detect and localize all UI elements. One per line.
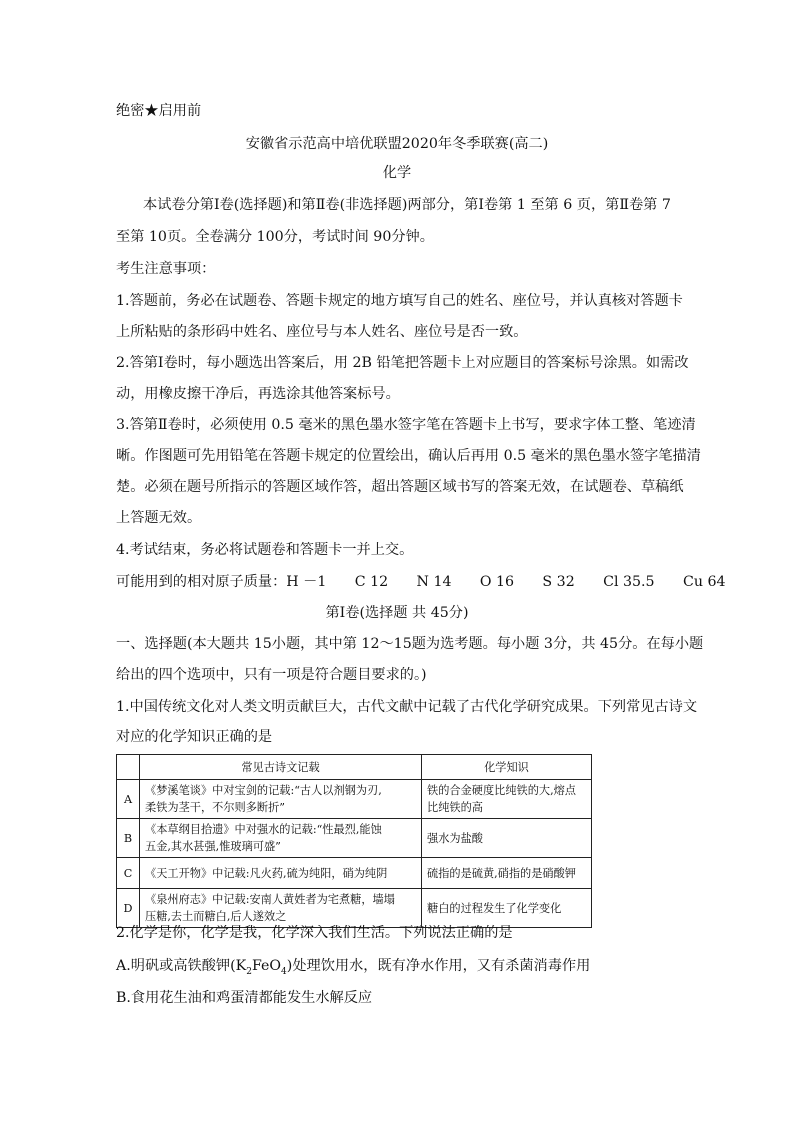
- record-cell: [140, 819, 422, 858]
- note-line: 4.考试结束，务必将试题卷和答题卡一并上交。: [116, 542, 414, 558]
- option-a-text: A.明矾或高铁酸钾(K: [116, 958, 247, 974]
- note-line: 晰。作图题可先用铅笔在答题卡规定的位置绘出，确认后再用 0.5 毫米的黑色墨水签字笔描清: [116, 448, 701, 464]
- note-line: 2.答第Ⅰ卷时，每小题选出答案后，用 2B 铅笔把答题卡上对应题目的答案标号涂黑。如需改: [116, 355, 689, 371]
- knowledge-cell: [422, 858, 592, 889]
- table-row: [117, 889, 592, 928]
- note-line: 楚。必须在题号所指示的答题区域作答，超出答题区域书写的答案无效，在试题卷、草稿纸: [116, 479, 684, 495]
- question-2-option-b: B.食用花生油和鸡蛋清都能发生水解反应: [116, 990, 373, 1006]
- confidential-mark: 绝密★启用前: [116, 103, 202, 119]
- table-header: 化学知识: [422, 755, 592, 780]
- question-1-table: [116, 754, 592, 928]
- note-line: 1.答题前，务必在试题卷、答题卡规定的地方填写自己的姓名、座位号，并认真核对答题卡: [116, 293, 683, 309]
- cell-line: 压糖,去土而糖白,后人遂效之: [145, 910, 287, 923]
- cell-line: 硫指的是硫黄,硝指的是硝酸钾: [427, 866, 576, 880]
- option-a-text: FeO: [251, 958, 282, 974]
- option-letter: A: [117, 780, 140, 819]
- cell-line: 《泉州府志》中记载:安南人黄姓者为宅煮糖，墙塌: [145, 893, 395, 906]
- table-corner-cell: [117, 755, 140, 780]
- table-row: [117, 819, 592, 858]
- option-letter: D: [117, 889, 140, 928]
- atomic-masses: 可能用到的相对原子质量：H －1 C 12 N 14 O 16 S 32 Cl 35.5 Cu 64: [116, 574, 726, 590]
- table-header-row: [117, 755, 592, 780]
- cell-line: 铁的合金硬度比纯铁的大,熔点: [427, 784, 576, 797]
- cell-line: 强水为盐酸: [427, 831, 483, 845]
- table-row: [117, 780, 592, 819]
- intro-line-2: 至第 10页。全卷满分 100分，考试时间 90分钟。: [116, 229, 434, 245]
- question-2-stem: 2.化学是你，化学是我，化学深入我们生活。下列说法正确的是: [116, 925, 513, 941]
- notes-heading: 考生注意事项：: [116, 261, 216, 277]
- subscript: 4: [281, 966, 287, 977]
- option-letter: C: [117, 858, 140, 889]
- note-line: 上所粘贴的条形码中姓名、座位号与本人姓名、座位号是否一致。: [116, 324, 528, 340]
- subscript: 2: [246, 966, 252, 977]
- table-header: 常见古诗文记载: [140, 755, 422, 780]
- record-cell: [140, 889, 422, 928]
- cell-line: 柔铁为茎干，不尔则多断折”: [145, 801, 285, 814]
- option-a-text: )处理饮用水，既有净水作用，又有杀菌消毒作用: [286, 958, 591, 974]
- section-instructions: 一、选择题(本大题共 15小题，其中第 12～15题为选考题。每小题 3分，共 45分。在每小题: [116, 636, 704, 652]
- subject-title: 化学: [382, 165, 412, 181]
- option-letter: B: [117, 819, 140, 858]
- question-2-option-a: [116, 956, 590, 982]
- knowledge-cell: [422, 819, 592, 858]
- section-instructions: 给出的四个选项中，只有一项是符合题目要求的。): [116, 667, 427, 683]
- exam-title: 安徽省示范高中培优联盟2020年冬季联赛(高二): [245, 136, 549, 152]
- question-1-stem: 对应的化学知识正确的是: [116, 729, 273, 745]
- cell-line: 五金,其水甚强,惟玻璃可盛”: [145, 840, 281, 853]
- question-1-stem: 1.中国传统文化对人类文明贡献巨大，古代文献中记载了古代化学研究成果。下列常见古诗文: [116, 699, 698, 715]
- record-cell: [140, 858, 422, 889]
- note-line: 3.答第Ⅱ卷时，必须使用 0.5 毫米的黑色墨水签字笔在答题卡上书写，要求字体工整、笔迹清: [116, 417, 696, 433]
- knowledge-cell: [422, 780, 592, 819]
- section-title: 第Ⅰ卷(选择题 共 45分): [325, 605, 469, 621]
- note-line: 动，用橡皮擦干净后，再选涂其他答案标号。: [116, 386, 400, 402]
- cell-line: 《天工开物》中记载:凡火药,硫为纯阳，硝为纯阴: [145, 866, 388, 880]
- record-cell: [140, 780, 422, 819]
- cell-line: 比纯铁的高: [427, 801, 483, 814]
- note-line: 上答题无效。: [116, 510, 202, 526]
- intro-line-1: 本试卷分第Ⅰ卷(选择题)和第Ⅱ卷(非选择题)两部分，第Ⅰ卷第 1 至第 6 页，第Ⅱ卷第 7: [143, 197, 671, 213]
- cell-line: 糖白的过程发生了化学变化: [427, 901, 562, 915]
- cell-line: 《梦溪笔谈》中对宝剑的记载:“古人以剂钢为刃,: [145, 784, 382, 797]
- cell-line: 《本草纲目拾遗》中对强水的记载:“性最烈,能蚀: [145, 823, 382, 836]
- knowledge-cell: [422, 889, 592, 928]
- table-row: [117, 858, 592, 889]
